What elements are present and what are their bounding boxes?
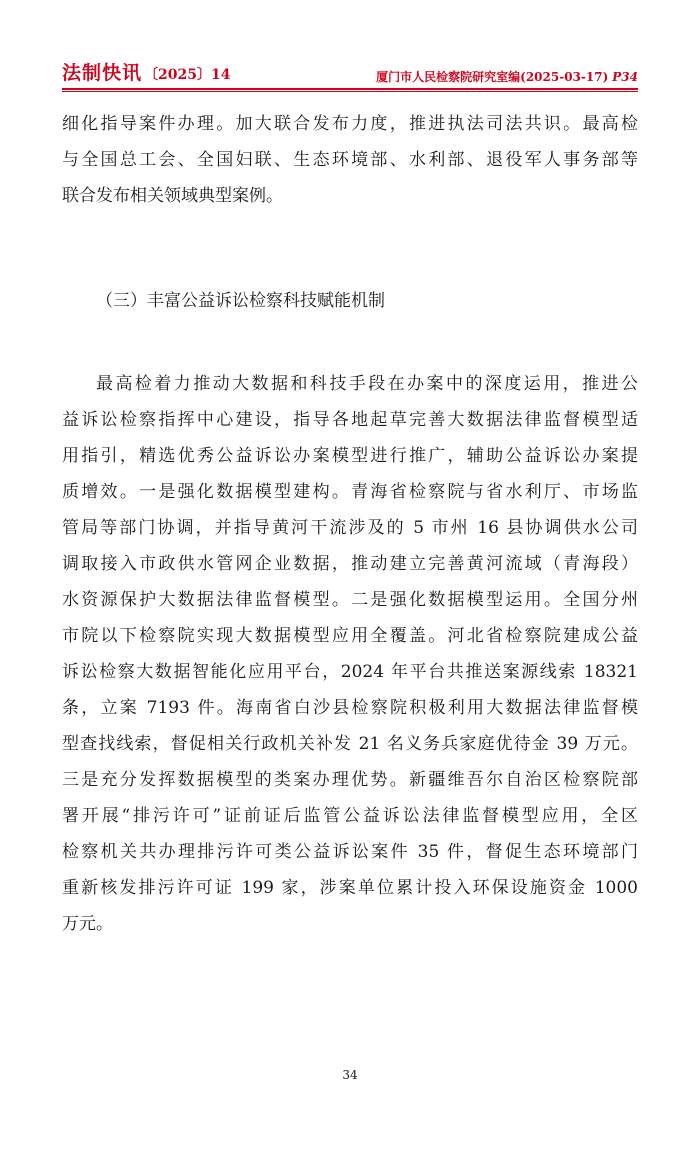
text-line: 诉讼检察大数据智能化应用平台，2024 年平台共推送案源线索 18321 [62, 662, 638, 682]
header-source: 厦门市人民检察院研究室编(2025-03-17) [376, 70, 609, 84]
header-rule-thin [62, 91, 638, 92]
text-line: 条，立案 7193 件。海南省白沙县检察院积极利用大数据法律监督模 [62, 698, 638, 718]
page-number: 34 [342, 1068, 358, 1082]
header-issue: 〔2025〕14 [144, 67, 231, 83]
section-heading-block [62, 283, 638, 319]
paragraph-continuation [62, 106, 638, 214]
text-line: 联合发布相关领域典型案例。 [62, 186, 283, 206]
text-line: 三是充分发挥数据模型的类案办理优势。新疆维吾尔自治区检察院部 [62, 770, 638, 790]
header-source-info [376, 68, 638, 85]
text-line: 检察机关共办理排污许可类公益诉讼案件 35 件，督促生态环境部门 [62, 842, 638, 862]
header-publication [62, 58, 230, 85]
page-header [62, 62, 638, 92]
header-rule-thick [62, 88, 638, 90]
text-line: 用指引，精选优秀公益诉讼办案模型进行推广，辅助公益诉讼办案提 [62, 446, 638, 466]
text-line: 水资源保护大数据法律监督模型。二是强化数据模型运用。全国分州 [62, 590, 638, 610]
text-line: 重新核发排污许可证 199 家，涉案单位累计投入环保设施资金 1000 [62, 878, 638, 898]
text-line: 万元。 [62, 914, 113, 934]
text-line: 质增效。一是强化数据模型建构。青海省检察院与省水利厅、市场监 [62, 482, 638, 502]
header-brand: 法制快讯 [62, 62, 143, 84]
text-line: 调取接入市政供水管网企业数据，推动建立完善黄河流域（青海段） [62, 554, 638, 574]
text-line: 署开展“排污许可”证前证后监管公益诉讼法律监督模型应用，全区 [62, 806, 638, 826]
section-heading: （三）丰富公益诉讼检察科技赋能机制 [96, 291, 385, 311]
text-line: 益诉讼检察指挥中心建设，指导各地起草完善大数据法律监督模型适 [62, 410, 638, 430]
text-line: 细化指导案件办理。加大联合发布力度，推进执法司法共识。最高检 [62, 114, 638, 134]
text-line: 与全国总工会、全国妇联、生态环境部、水利部、退役军人事务部等 [62, 150, 638, 170]
text-line: 市院以下检察院实现大数据模型应用全覆盖。河北省检察院建成公益 [62, 626, 638, 646]
paragraph-main [62, 366, 638, 942]
header-page-tag: P34 [612, 70, 638, 84]
text-line: 型查找线索，督促相关行政机关补发 21 名义务兵家庭优待金 39 万元。 [62, 734, 638, 754]
text-line: 最高检着力推动大数据和科技手段在办案中的深度运用，推进公 [96, 374, 638, 394]
text-line: 管局等部门协调，并指导黄河干流涉及的 5 市州 16 县协调供水公司 [62, 518, 638, 538]
